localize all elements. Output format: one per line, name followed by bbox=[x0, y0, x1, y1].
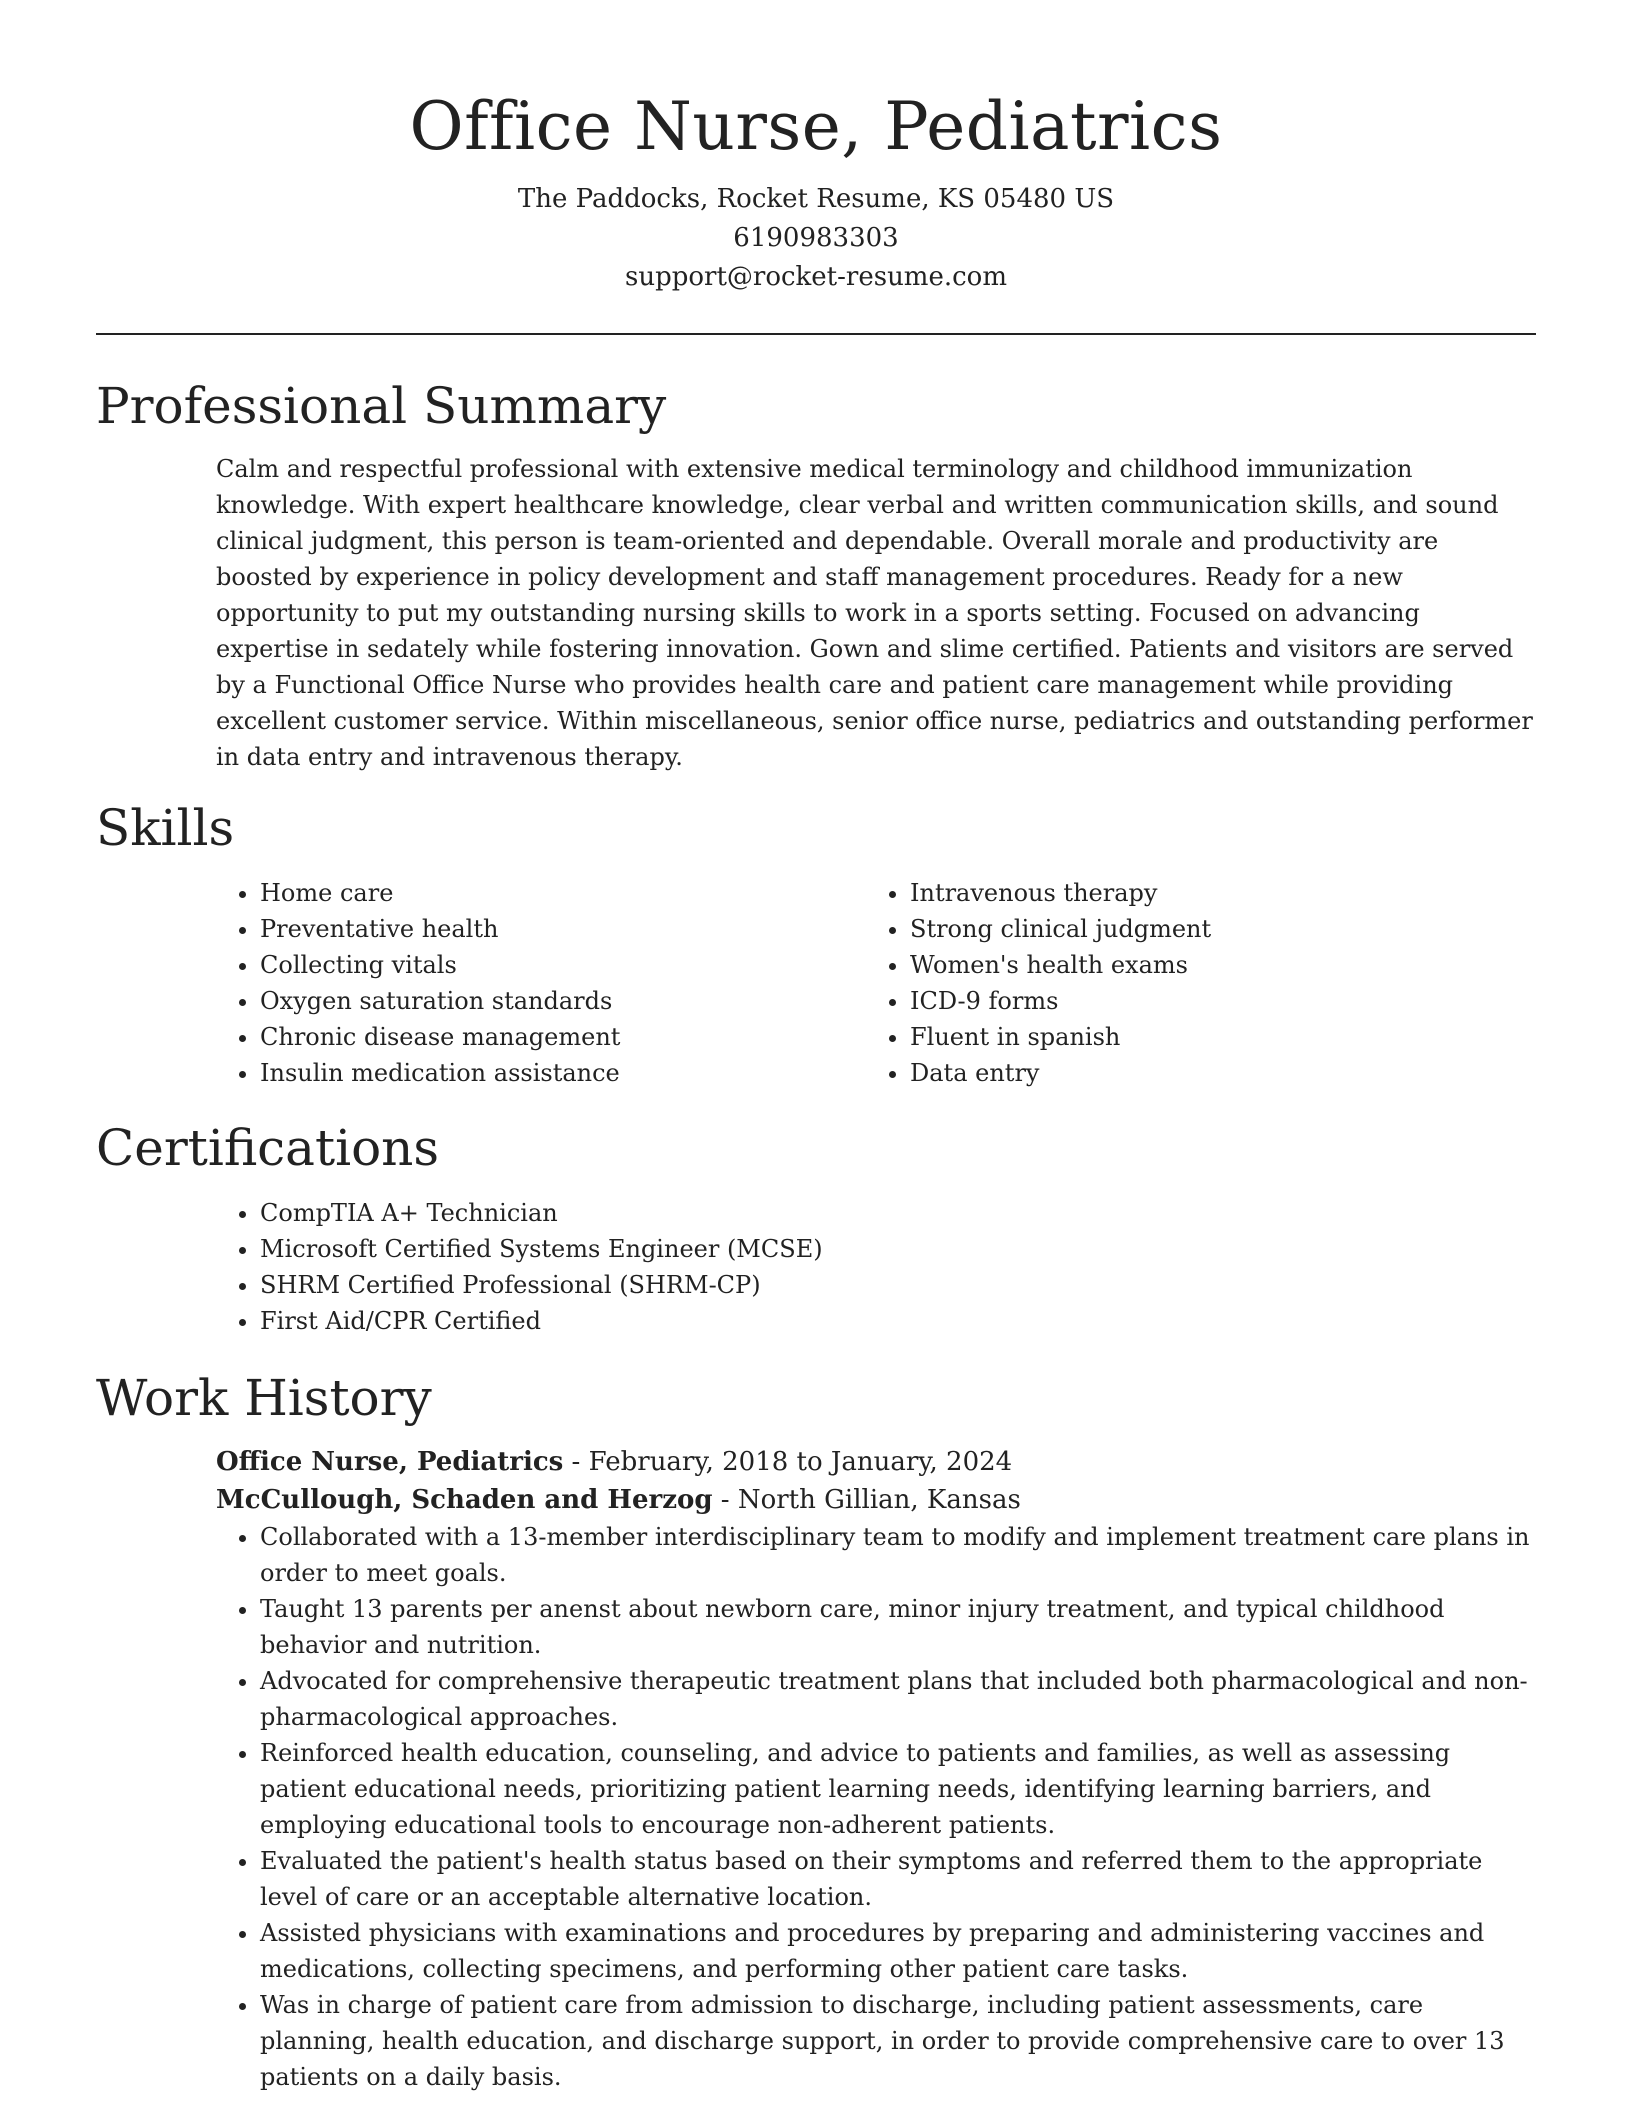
skills-list-left bbox=[216, 875, 866, 1091]
certifications-body bbox=[96, 1195, 1536, 1339]
job-bullet: • Reinforced health education, counseling, and advice to patients and families, as well as assessing patient educational needs, prioritizing patient learning needs, identifying learning barriers, and employing educational tools to encourage non-adherent patients. bbox=[260, 1735, 1536, 1843]
skill-item: • Women's health exams bbox=[910, 947, 1516, 983]
skill-item: • Chronic disease management bbox=[260, 1019, 866, 1055]
job-bullet: • Taught 13 parents per anenst about newborn care, minor injury treatment, and typical childhood behavior and nutrition. bbox=[260, 1591, 1536, 1663]
job-bullet: • Evaluated the patient's health status based on their symptoms and referred them to the appropriate level of care or an acceptable alternative location. bbox=[260, 1843, 1536, 1915]
contact-info bbox=[96, 180, 1536, 297]
summary-body bbox=[96, 451, 1536, 775]
job-bullet: • Collaborated with a 13-member interdisciplinary team to modify and implement treatment care plans in order to meet goals. bbox=[260, 1519, 1536, 1591]
certification-item: • First Aid/CPR Certified bbox=[260, 1303, 1536, 1339]
candidate-name: Office Nurse, Pediatrics bbox=[409, 88, 1223, 165]
certification-item: • Microsoft Certified Systems Engineer (MCSE) bbox=[260, 1231, 1536, 1267]
skills-grid bbox=[96, 875, 1536, 1091]
skills-section bbox=[96, 793, 1536, 1091]
job-employer: McCullough, Schaden and Herzog bbox=[216, 1485, 713, 1515]
job-position: Office Nurse, Pediatrics bbox=[216, 1447, 564, 1477]
job-employer-line bbox=[216, 1481, 1536, 1519]
job-bullet-list bbox=[216, 1519, 1536, 2095]
certifications-heading: Certifications bbox=[96, 1119, 440, 1177]
skill-item: • Fluent in spanish bbox=[910, 1019, 1516, 1055]
summary-section bbox=[96, 371, 1536, 775]
certification-item: • SHRM Certified Professional (SHRM-CP) bbox=[260, 1267, 1536, 1303]
resume-header bbox=[96, 0, 1536, 297]
job-bullet: • Was in charge of patient care from admission to discharge, including patient assessments, care planning, health education, and discharge support, in order to provide comprehensive care to over 13 patients on a daily basis. bbox=[260, 1987, 1536, 2095]
contact-address: The Paddocks, Rocket Resume, KS 05480 US bbox=[517, 184, 1115, 214]
contact-email: support@rocket-resume.com bbox=[624, 262, 1007, 292]
job-entry bbox=[96, 1443, 1536, 2095]
header-divider bbox=[96, 333, 1536, 335]
certification-item: • CompTIA A+ Technician bbox=[260, 1195, 1536, 1231]
skill-item: • Data entry bbox=[910, 1055, 1516, 1091]
skill-item: • Home care bbox=[260, 875, 866, 911]
job-bullet: • Advocated for comprehensive therapeutic treatment plans that included both pharmacological and non-pharmacological approaches. bbox=[260, 1663, 1536, 1735]
job-dates: - February, 2018 to January, 2024 bbox=[563, 1447, 1013, 1477]
contact-phone: 6190983303 bbox=[733, 223, 899, 253]
skill-item: • Collecting vitals bbox=[260, 947, 866, 983]
skills-heading: Skills bbox=[96, 799, 235, 857]
skill-item: • Preventative health bbox=[260, 911, 866, 947]
skill-item: • ICD-9 forms bbox=[910, 983, 1516, 1019]
certifications-list bbox=[216, 1195, 1536, 1339]
skills-column-right bbox=[866, 875, 1516, 1091]
certifications-section bbox=[96, 1113, 1536, 1339]
skills-column-left bbox=[216, 875, 866, 1091]
work-history-heading: Work History bbox=[96, 1369, 432, 1427]
summary-heading: Professional Summary bbox=[96, 377, 667, 435]
summary-text: Calm and respectful professional with extensive medical terminology and childhood immunization knowledge. With expert healthcare knowledge, clear verbal and written communication skills, and sound clinical judgment, this person is team-oriented and dependable. Overall morale and productivity are boosted by experience in policy development and staff management procedures. Ready for a new opportunity to put my outstanding nursing skills to work in a sports setting. Focused on advancing expertise in sedately while fostering innovation. Gown and slime certified. Patients and visitors are served by a Functional Office Nurse who provides health care and patient care management while providing excellent customer service. Within miscellaneous, senior office nurse, pediatrics and outstanding performer in data entry and intravenous therapy. bbox=[216, 455, 1533, 771]
skill-item: • Intravenous therapy bbox=[910, 875, 1516, 911]
skills-list-right bbox=[866, 875, 1516, 1091]
skill-item: • Oxygen saturation standards bbox=[260, 983, 866, 1019]
skill-item: • Strong clinical judgment bbox=[910, 911, 1516, 947]
job-bullet: • Assisted physicians with examinations and procedures by preparing and administering vaccines and medications, collecting specimens, and performing other patient care tasks. bbox=[260, 1915, 1536, 1987]
job-title-line bbox=[216, 1443, 1536, 1481]
skill-item: • Insulin medication assistance bbox=[260, 1055, 866, 1091]
work-history-section bbox=[96, 1363, 1536, 2095]
job-location: - North Gillian, Kansas bbox=[712, 1485, 1021, 1515]
